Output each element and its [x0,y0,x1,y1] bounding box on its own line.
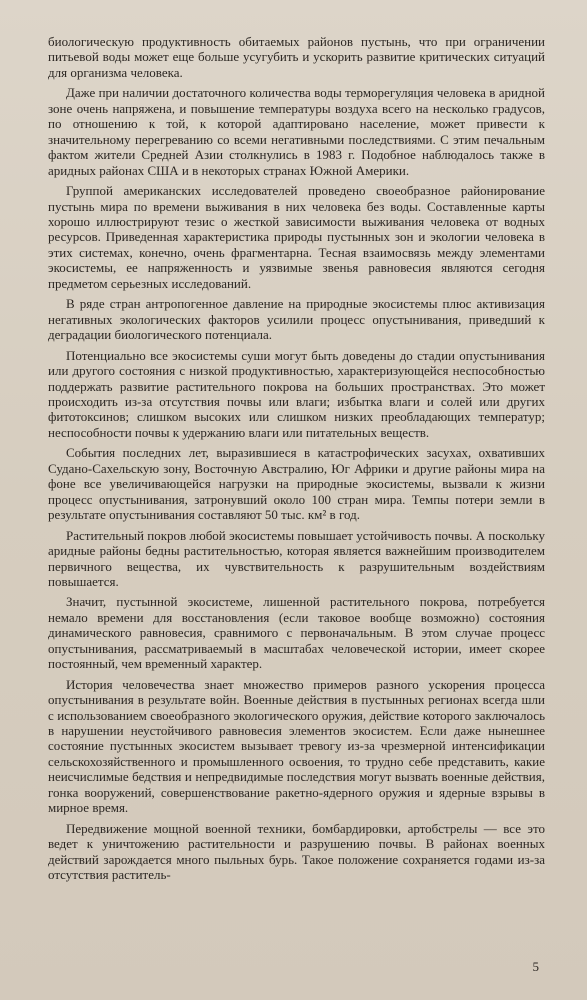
paragraph-3: Группой американских исследователей проведено своеобразное районирование пустынь мира по времени выживания в них человека без воды. Составленные карты хорошо иллюстрируют тезис о жесткой зависимости выживания человека от водных ресурсов. Приведенная характеристика природы пустынных зон и экологии человека в этих системах, конечно, очень фрагментарна. Тесная взаимосвязь между элементами экосистемы, ее напряженность и уязвимые звенья равновесия являются сегодня предметом серьезных исследований. [48,183,545,291]
paragraph-1: биологическую продуктивность обитаемых районов пустынь, что при ограничении питьевой воды может еще больше усугубить и ускорить развитие критических ситуаций для организма человека. [48,34,545,80]
paragraph-6: События последних лет, выразившиеся в катастрофических засухах, охвативших Судано-Сахельскую зону, Восточную Австралию, Юг Африки и другие районы мира на фоне все увеличивающейся нагрузки на природные экосистемы, вызвали к жизни процесс опустынивания, затронувший около 100 стран мира. Темпы потери земли в результате опустынивания составляют 50 тыс. км² в год. [48,445,545,523]
paragraph-7: Растительный покров любой экосистемы повышает устойчивость почвы. А поскольку аридные районы бедны растительностью, которая является важнейшим производителем первичного вещества, их чувствительность к разрушительным воздействиям повышается. [48,527,545,589]
paragraph-4: В ряде стран антропогенное давление на природные экосистемы плюс активизация негативных экологических факторов усилили процесс опустынивания, приведший к деградации биологического потенциала. [48,296,545,343]
paragraph-10: Передвижение мощной военной техники, бомбардировки, артобстрелы — все это ведет к уничтожению растительности и разрушению почвы. В районах военных действий зарождается много пыльных бурь. Такое положение сохраняется годами из-за отсутствия раститель- [48,820,545,883]
paragraph-5: Потенциально все экосистемы суши могут быть доведены до стадии опустынивания или другого состояния с низкой продуктивностью, характеризующейся неспособностью поддержать развитие растительного покрова на больших пространствах. Это может происходить из-за отсутствия почвы или влаги; избытка влаги и солей или других фитотоксинов; слишком высоких или слишком низких преобладающих температур; неспособности почвы к удержанию влаги или питательных веществ. [48,347,545,440]
paragraph-2: Даже при наличии достаточного количества воды терморегуляция человека в аридной зоне очень напряжена, и повышение температуры воздуха всего на несколько градусов, по отношению к той, к которой адаптировано население, может привести к значительному перегреванию со всеми негативными последствиями. С этим печальным фактом жители Средней Азии столкнулись в 1983 г. Подобное наблюдалось также в аридных районах США и в некоторых странах Южной Америки. [48,85,545,178]
paragraph-9: История человечества знает множество примеров разного ускорения процесса опустынивания в результате войн. Военные действия в пустынных регионах всегда шли с использованием своеобразного экологического оружия, действие которого заключалось в нарушении неустойчивого равновесия элементов экосистем. Если даже нынешнее состояние пустынных экосистем вызывает тревогу из-за чрезмерной интенсификации сельскохозяйственного и промышленного освоения, то трудно себе представить, какие неисчислимые бедствия и непредвидимые последствия могут вызвать военные действия, гонка вооружений, совершенствование ракетно-ядерного оружия и ядерные взрывы в мирное время. [48,676,545,816]
paragraph-8: Значит, пустынной экосистеме, лишенной растительного покрова, потребуется немало времени для восстановления (если таковое вообще возможно) состояния динамического равновесия, сравнимого с первоначальным. В этом случае процесс опустынивания, рассматриваемый в масштабах человеческой истории, имеет скорее постоянный, чем временный характер. [48,594,545,672]
page-number: 5 [532,959,539,974]
